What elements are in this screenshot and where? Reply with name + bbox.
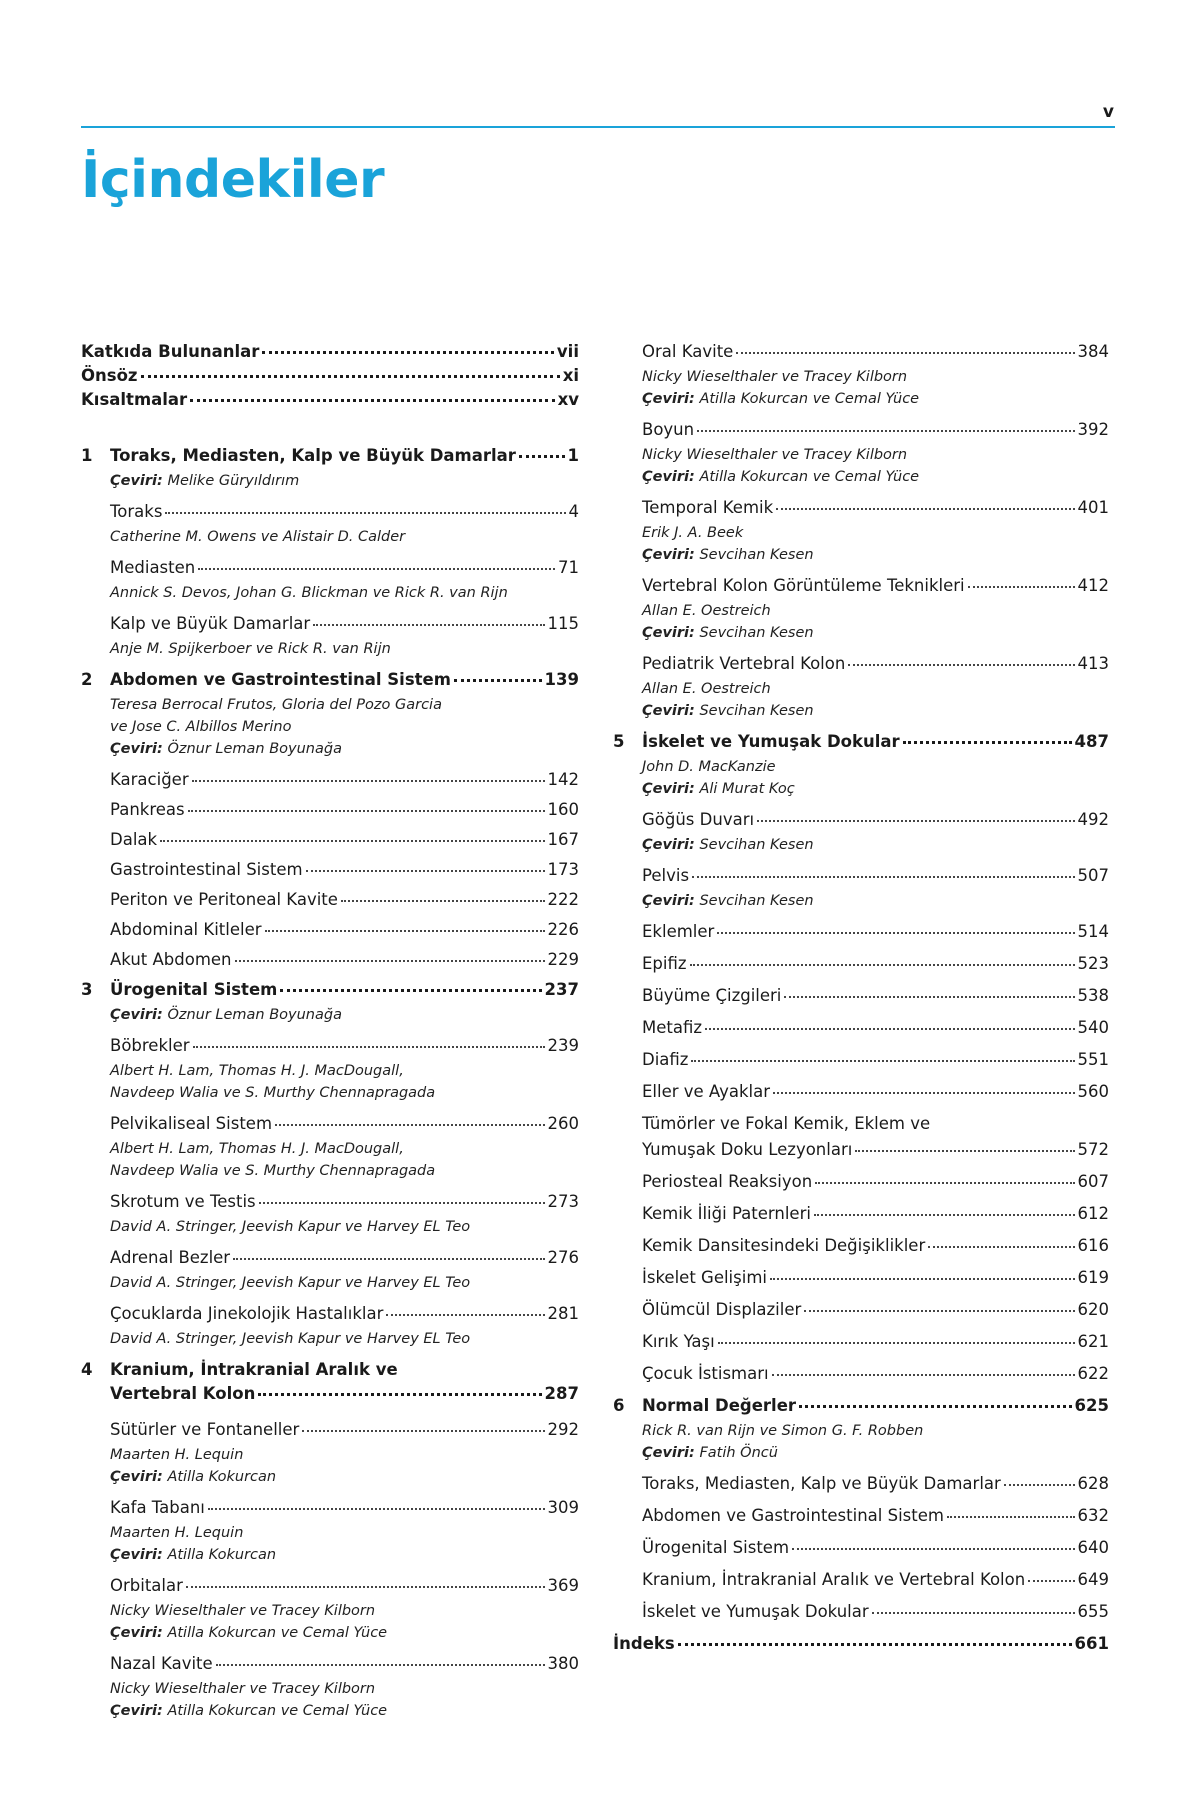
chapter-number: 3	[81, 980, 93, 999]
entry-title: İskelet Gelişimi	[642, 1268, 767, 1287]
entry-page: 380	[547, 1654, 579, 1673]
entry-authors: Allan E. Oestreich	[642, 603, 771, 619]
entry-title: Ölümcül Displaziler	[642, 1300, 802, 1319]
toc-entry[interactable]	[81, 1576, 579, 1600]
entry-title: Pelvis	[642, 866, 690, 885]
entry-page: 292	[547, 1420, 579, 1439]
toc-entry[interactable]	[613, 1300, 1109, 1332]
entry-title: Vertebral Kolon Görüntüleme Teknikleri	[642, 576, 965, 595]
dot-leader	[692, 876, 1074, 878]
entry-translator: Çeviri: Sevcihan Kesen	[642, 703, 814, 719]
toc-entry[interactable]	[81, 1420, 579, 1444]
dot-leader	[302, 1430, 544, 1432]
dot-leader	[848, 664, 1074, 666]
dot-leader	[192, 780, 545, 782]
entry-title: Pankreas	[110, 800, 185, 819]
entry-title: Mediasten	[110, 558, 196, 577]
entry-title: Abdominal Kitleler	[110, 920, 262, 939]
chapter-2-heading[interactable]	[81, 670, 579, 694]
entry-page: xv	[557, 390, 579, 409]
toc-entry[interactable]	[613, 342, 1109, 366]
chapter-4-heading-cont[interactable]	[81, 1384, 579, 1410]
entry-page: 222	[547, 890, 579, 909]
entry-page: 612	[1077, 1204, 1109, 1223]
entry-translator: Çeviri: Sevcihan Kesen	[642, 547, 814, 563]
dot-leader	[341, 900, 545, 902]
toc-entry[interactable]	[81, 890, 579, 920]
chapter-title: Normal Değerler	[642, 1396, 797, 1415]
dot-leader	[190, 399, 554, 402]
entry-authors: Nicky Wieselthaler ve Tracey Kilborn	[110, 1603, 376, 1619]
entry-page: 640	[1077, 1538, 1109, 1557]
dot-leader	[717, 932, 1074, 934]
chapter-translator: Çeviri: Öznur Leman Boyunağa	[110, 1007, 342, 1023]
entry-title: Karaciğer	[110, 770, 189, 789]
entry-title: Çocuk İstismarı	[642, 1364, 769, 1383]
entry-title: Yumuşak Doku Lezyonları	[642, 1140, 853, 1159]
entry-title: Metafiz	[642, 1018, 703, 1037]
entry-page: 540	[1077, 1018, 1109, 1037]
entry-page: 173	[547, 860, 579, 879]
entry-title: Dalak	[110, 830, 158, 849]
chapter-page: 287	[544, 1384, 579, 1403]
entry-title: Skrotum ve Testis	[110, 1192, 256, 1211]
entry-title: Adrenal Bezler	[110, 1248, 231, 1267]
toc-entry[interactable]	[613, 1050, 1109, 1082]
entry-page: 229	[547, 950, 579, 969]
entry-page: 622	[1077, 1364, 1109, 1383]
dot-leader	[160, 840, 544, 842]
entry-title: Toraks, Mediasten, Kalp ve Büyük Damarlar	[642, 1474, 1001, 1493]
entry-authors: Allan E. Oestreich	[642, 681, 771, 697]
entry-title: Diafiz	[642, 1050, 689, 1069]
entry-title: Kalp ve Büyük Damarlar	[110, 614, 311, 633]
toc-entry-line1: Tümörler ve Fokal Kemik, Eklem ve	[642, 1114, 931, 1133]
dot-leader	[306, 870, 545, 872]
toc-entry[interactable]	[81, 920, 579, 950]
chapter-number: 6	[613, 1396, 625, 1415]
entry-page: 167	[547, 830, 579, 849]
dot-leader	[928, 1246, 1074, 1248]
chapter-title: Abdomen ve Gastrointestinal Sistem	[110, 670, 451, 689]
toc-entry[interactable]	[81, 1654, 579, 1678]
toc-entry[interactable]	[613, 1474, 1109, 1506]
dot-leader	[872, 1612, 1075, 1614]
toc-entry[interactable]	[613, 1332, 1109, 1364]
toc-entry[interactable]	[81, 800, 579, 830]
chapter-authors: Teresa Berrocal Frutos, Gloria del Pozo Garcia	[110, 697, 442, 713]
chapter-page: 1	[567, 446, 579, 465]
dot-leader	[386, 1314, 544, 1316]
dot-leader	[233, 1258, 544, 1260]
entry-translator: Çeviri: Atilla Kokurcan ve Cemal Yüce	[642, 469, 920, 485]
dot-leader	[814, 1214, 1075, 1216]
entry-authors: Erik J. A. Beek	[642, 525, 744, 541]
entry-page: 620	[1077, 1300, 1109, 1319]
entry-authors: Albert H. Lam, Thomas H. J. MacDougall,	[110, 1063, 404, 1079]
dot-leader	[1028, 1580, 1074, 1582]
toc-entry-front-matter[interactable]	[81, 390, 579, 414]
toc-entry[interactable]	[81, 1304, 579, 1328]
entry-title: Eklemler	[642, 922, 715, 941]
toc-entry[interactable]	[613, 654, 1109, 678]
entry-title: Eller ve Ayaklar	[642, 1082, 771, 1101]
entry-page: 71	[558, 558, 579, 577]
entry-authors: David A. Stringer, Jeevish Kapur ve Harvey EL Teo	[110, 1219, 471, 1235]
toc-entry-front-matter[interactable]	[81, 342, 579, 366]
entry-page: 649	[1077, 1570, 1109, 1589]
dot-leader	[815, 1182, 1074, 1184]
entry-page: 260	[547, 1114, 579, 1133]
entry-title: İndeks	[613, 1634, 675, 1653]
chapter-title: Kranium, İntrakranial Aralık ve	[110, 1360, 398, 1379]
entry-page: 632	[1077, 1506, 1109, 1525]
chapter-authors: Rick R. van Rijn ve Simon G. F. Robben	[642, 1423, 924, 1439]
chapter-authors: ve Jose C. Albillos Merino	[110, 719, 292, 735]
chapter-title: İskelet ve Yumuşak Dokular	[642, 732, 900, 751]
entry-translator: Çeviri: Atilla Kokurcan	[110, 1469, 277, 1485]
toc-entry[interactable]	[81, 860, 579, 890]
chapter-1-heading[interactable]	[81, 446, 579, 470]
entry-title: Pediatrik Vertebral Kolon	[642, 654, 846, 673]
entry-title: Kranium, İntrakranial Aralık ve Vertebral Kolon	[642, 1570, 1026, 1589]
header-rule	[81, 126, 1115, 128]
toc-entry[interactable]	[81, 1114, 579, 1138]
toc-entry[interactable]	[81, 614, 579, 638]
dot-leader	[208, 1508, 545, 1510]
entry-authors: Nicky Wieselthaler ve Tracey Kilborn	[642, 447, 908, 463]
dot-leader	[678, 1643, 1072, 1646]
entry-title: Büyüme Çizgileri	[642, 986, 782, 1005]
dot-leader	[1004, 1484, 1075, 1486]
entry-title: Periosteal Reaksiyon	[642, 1172, 813, 1191]
entry-translator: Çeviri: Atilla Kokurcan	[110, 1547, 277, 1563]
dot-leader	[697, 430, 1074, 432]
chapter-number: 1	[81, 446, 93, 465]
toc-entry[interactable]	[613, 1236, 1109, 1268]
chapter-page: 487	[1074, 732, 1109, 751]
entry-translator: Çeviri: Atilla Kokurcan ve Cemal Yüce	[642, 391, 920, 407]
entry-title: Gastrointestinal Sistem	[110, 860, 303, 879]
entry-title: Nazal Kavite	[110, 1654, 213, 1673]
entry-title: Kısaltmalar	[81, 390, 188, 409]
chapter-translator: Çeviri: Ali Murat Koç	[642, 781, 795, 797]
entry-page: 369	[547, 1576, 579, 1595]
entry-page: 560	[1077, 1082, 1109, 1101]
entry-page: 523	[1077, 954, 1109, 973]
dot-leader	[718, 1342, 1075, 1344]
dot-leader	[968, 586, 1075, 588]
entry-page: 401	[1077, 498, 1109, 517]
entry-page: 538	[1077, 986, 1109, 1005]
toc-entry[interactable]	[613, 1506, 1109, 1538]
entry-title: Akut Abdomen	[110, 950, 232, 969]
chapter-4-heading[interactable]	[81, 1360, 579, 1384]
entry-title: Katkıda Bulunanlar	[81, 342, 260, 361]
chapter-page: 237	[544, 980, 579, 999]
dot-leader	[757, 820, 1074, 822]
toc-entry[interactable]	[81, 1498, 579, 1522]
entry-title: Oral Kavite	[642, 342, 734, 361]
entry-page: 507	[1077, 866, 1109, 885]
entry-authors: Maarten H. Lequin	[110, 1525, 244, 1541]
entry-translator: Çeviri: Atilla Kokurcan ve Cemal Yüce	[110, 1625, 388, 1641]
entry-page: 412	[1077, 576, 1109, 595]
toc-entry[interactable]	[613, 810, 1109, 834]
toc-entry[interactable]	[613, 1082, 1109, 1114]
entry-page: 514	[1077, 922, 1109, 941]
page-title: İçindekiler	[81, 150, 385, 210]
toc-entry[interactable]	[613, 1364, 1109, 1396]
entry-authors: David A. Stringer, Jeevish Kapur ve Harvey EL Teo	[110, 1275, 471, 1291]
entry-page: 413	[1077, 654, 1109, 673]
chapter-6-heading[interactable]	[613, 1396, 1109, 1420]
entry-authors: Catherine M. Owens ve Alistair D. Calder	[110, 529, 406, 545]
dot-leader	[736, 352, 1074, 354]
toc-right-column	[613, 342, 1109, 1662]
entry-page: xi	[562, 366, 579, 385]
toc-entry[interactable]	[613, 866, 1109, 890]
entry-title: Önsöz	[81, 366, 138, 385]
entry-authors: Maarten H. Lequin	[110, 1447, 244, 1463]
dot-leader	[690, 964, 1075, 966]
toc-entry[interactable]	[613, 1538, 1109, 1570]
entry-page: 661	[1074, 1634, 1109, 1653]
chapter-translator: Çeviri: Öznur Leman Boyunağa	[110, 741, 342, 757]
entry-title: Kemik Dansitesindeki Değişiklikler	[642, 1236, 926, 1255]
entry-page: 4	[568, 502, 579, 521]
toc-entry[interactable]	[613, 1172, 1109, 1204]
entry-title: Sütürler ve Fontaneller	[110, 1420, 300, 1439]
entry-page: 551	[1077, 1050, 1109, 1069]
toc-entry[interactable]	[613, 1140, 1109, 1172]
entry-title: Ürogenital Sistem	[642, 1538, 790, 1557]
chapter-number: 2	[81, 670, 93, 689]
dot-leader	[705, 1028, 1074, 1030]
entry-title: Toraks	[110, 502, 163, 521]
dot-leader	[784, 996, 1074, 998]
toc-entry[interactable]	[613, 954, 1109, 986]
entry-translator: Çeviri: Sevcihan Kesen	[642, 837, 814, 853]
toc-entry[interactable]	[81, 1036, 579, 1060]
dot-leader	[519, 455, 565, 458]
toc-entry[interactable]	[613, 420, 1109, 444]
entry-page: 384	[1077, 342, 1109, 361]
chapter-title: Vertebral Kolon	[110, 1384, 256, 1403]
dot-leader	[804, 1310, 1074, 1312]
dot-leader	[198, 568, 555, 570]
dot-leader	[855, 1150, 1074, 1152]
entry-title: Kırık Yaşı	[642, 1332, 715, 1351]
chapter-3-heading[interactable]	[81, 980, 579, 1004]
chapter-5-heading[interactable]	[613, 732, 1109, 756]
dot-leader	[773, 1092, 1074, 1094]
dot-leader	[186, 1586, 545, 1588]
dot-leader	[947, 1516, 1075, 1518]
entry-page: 628	[1077, 1474, 1109, 1493]
entry-authors: Albert H. Lam, Thomas H. J. MacDougall,	[110, 1141, 404, 1157]
entry-title: İskelet ve Yumuşak Dokular	[642, 1602, 869, 1621]
entry-page: 226	[547, 920, 579, 939]
entry-page: 160	[547, 800, 579, 819]
toc-entry[interactable]	[613, 1268, 1109, 1300]
toc-entry-front-matter[interactable]	[81, 366, 579, 390]
entry-authors: Annick S. Devos, Johan G. Blickman ve Rick R. van Rijn	[110, 585, 508, 601]
dot-leader	[193, 1046, 545, 1048]
chapter-title: Ürogenital Sistem	[110, 980, 278, 999]
dot-leader	[313, 624, 544, 626]
entry-page: 239	[547, 1036, 579, 1055]
entry-authors: Nicky Wieselthaler ve Tracey Kilborn	[642, 369, 908, 385]
entry-page: 281	[547, 1304, 579, 1323]
toc-entry[interactable]	[613, 922, 1109, 954]
dot-leader	[216, 1664, 545, 1666]
chapter-number: 5	[613, 732, 625, 751]
entry-page: 607	[1077, 1172, 1109, 1191]
entry-title: Kafa Tabanı	[110, 1498, 205, 1517]
toc-entry[interactable]	[81, 1192, 579, 1216]
entry-title: Periton ve Peritoneal Kavite	[110, 890, 338, 909]
dot-leader	[792, 1548, 1074, 1550]
entry-translator: Çeviri: Sevcihan Kesen	[642, 625, 814, 641]
entry-authors: Anje M. Spijkerboer ve Rick R. van Rijn	[110, 641, 391, 657]
dot-leader	[454, 679, 542, 682]
toc-entry[interactable]	[81, 830, 579, 860]
entry-title: Pelvikaliseal Sistem	[110, 1114, 273, 1133]
dot-leader	[799, 1405, 1072, 1408]
toc-entry[interactable]	[81, 502, 579, 526]
entry-title: Kemik İliği Paternleri	[642, 1204, 811, 1223]
page-number: v	[1102, 102, 1114, 122]
chapter-translator: Çeviri: Fatih Öncü	[642, 1445, 778, 1461]
dot-leader	[259, 1202, 545, 1204]
entry-page: 619	[1077, 1268, 1109, 1287]
entry-title: Temporal Kemik	[642, 498, 774, 517]
dot-leader	[235, 960, 545, 962]
entry-title: Boyun	[642, 420, 695, 439]
toc-entry[interactable]	[81, 950, 579, 980]
dot-leader	[772, 1374, 1075, 1376]
entry-page: 115	[547, 614, 579, 633]
toc-entry[interactable]	[613, 986, 1109, 1018]
toc-left-column	[81, 342, 579, 1722]
chapter-translator: Çeviri: Melike Güryıldırım	[110, 473, 300, 489]
entry-title: Abdomen ve Gastrointestinal Sistem	[642, 1506, 944, 1525]
entry-title: Orbitalar	[110, 1576, 183, 1595]
toc-entry[interactable]	[613, 498, 1109, 522]
toc-entry-index[interactable]	[613, 1634, 1109, 1662]
dot-leader	[265, 930, 545, 932]
entry-title: Epifiz	[642, 954, 687, 973]
entry-title: Göğüs Duvarı	[642, 810, 755, 829]
dot-leader	[188, 810, 545, 812]
entry-authors: Navdeep Walia ve S. Murthy Chennapragada	[110, 1163, 436, 1179]
toc-entry[interactable]	[613, 1204, 1109, 1236]
dot-leader	[262, 351, 554, 354]
entry-page: 392	[1077, 420, 1109, 439]
dot-leader	[776, 508, 1074, 510]
entry-page: 492	[1077, 810, 1109, 829]
entry-page: vii	[556, 342, 579, 361]
dot-leader	[691, 1060, 1074, 1062]
entry-authors: Nicky Wieselthaler ve Tracey Kilborn	[110, 1681, 376, 1697]
dot-leader	[258, 1393, 541, 1396]
chapter-page: 625	[1074, 1396, 1109, 1415]
entry-translator: Çeviri: Atilla Kokurcan ve Cemal Yüce	[110, 1703, 388, 1719]
entry-page: 572	[1077, 1140, 1109, 1159]
toc-entry[interactable]	[81, 558, 579, 582]
entry-page: 616	[1077, 1236, 1109, 1255]
dot-leader	[280, 989, 541, 992]
chapter-title: Toraks, Mediasten, Kalp ve Büyük Damarlar	[110, 446, 516, 465]
toc-entry[interactable]	[613, 576, 1109, 600]
toc-entry[interactable]	[81, 1248, 579, 1272]
dot-leader	[770, 1278, 1075, 1280]
dot-leader	[141, 375, 560, 378]
chapter-number: 4	[81, 1360, 93, 1379]
entry-authors: David A. Stringer, Jeevish Kapur ve Harvey EL Teo	[110, 1331, 471, 1347]
entry-page: 621	[1077, 1332, 1109, 1351]
entry-authors: Navdeep Walia ve S. Murthy Chennapragada	[110, 1085, 436, 1101]
entry-page: 309	[547, 1498, 579, 1517]
dot-leader	[165, 512, 565, 514]
entry-translator: Çeviri: Sevcihan Kesen	[642, 893, 814, 909]
dot-leader	[275, 1124, 544, 1126]
entry-title: Böbrekler	[110, 1036, 190, 1055]
toc-entry[interactable]	[613, 1018, 1109, 1050]
chapter-authors: John D. MacKanzie	[642, 759, 776, 775]
entry-page: 276	[547, 1248, 579, 1267]
entry-page: 142	[547, 770, 579, 789]
dot-leader	[903, 741, 1072, 744]
entry-title: Çocuklarda Jinekolojik Hastalıklar	[110, 1304, 384, 1323]
entry-page: 655	[1077, 1602, 1109, 1621]
entry-page: 273	[547, 1192, 579, 1211]
toc-entry[interactable]	[613, 1602, 1109, 1634]
chapter-page: 139	[544, 670, 579, 689]
toc-entry[interactable]	[613, 1570, 1109, 1602]
toc-entry[interactable]	[81, 770, 579, 800]
